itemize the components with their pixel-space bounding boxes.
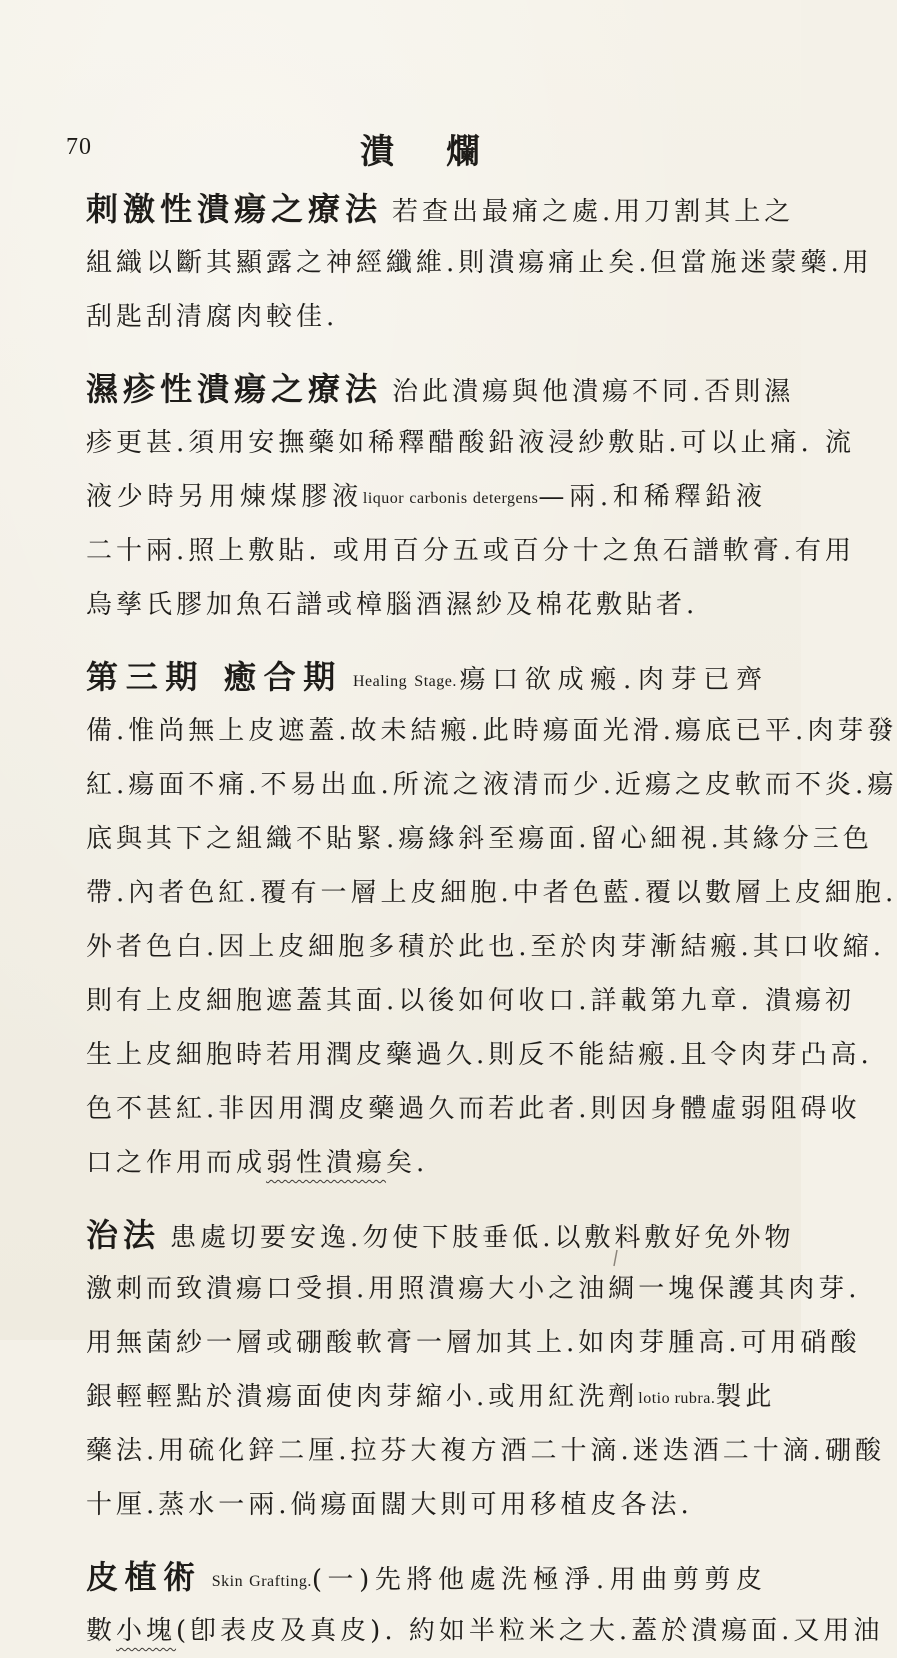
text-line bbox=[86, 704, 897, 758]
latin-term: Skin Grafting. bbox=[211, 1573, 312, 1590]
text-segment: 則有上皮細胞遮蓋其面.以後如何收口.詳載第九章. 潰瘍初 bbox=[86, 986, 856, 1016]
text-segment: —兩.和稀釋鉛液 bbox=[538, 482, 766, 512]
text-segment: 烏孳氏膠加魚石譜或樟腦酒濕紗及棉花敷貼者. bbox=[86, 590, 699, 620]
text-segment: 十厘.蒸水一兩.倘瘍面闊大則可用移植皮各法. bbox=[86, 1490, 693, 1520]
text-line bbox=[86, 1424, 886, 1478]
text-segment: 二十兩.照上敷貼. 或用百分五或百分十之魚石譜軟膏.有用 bbox=[86, 536, 856, 566]
text-line bbox=[86, 1604, 884, 1658]
paragraph-first-line bbox=[86, 1550, 766, 1604]
section-heading: 第三期 癒合期 bbox=[86, 658, 343, 696]
body-text bbox=[86, 182, 897, 1658]
text-segment: 疹更甚.須用安撫藥如稀釋醋酸鉛液浸紗敷貼.可以止痛. 流 bbox=[86, 428, 856, 458]
text-line bbox=[86, 578, 766, 632]
text-segment: 用無菌紗一層或硼酸軟膏一層加其上.如肉芽腫高.可用硝酸 bbox=[86, 1328, 861, 1358]
text-segment: (卽表皮及真皮). 約如半粒米之大.蓋於潰瘍面.又用油 bbox=[176, 1616, 884, 1646]
text-segment: 患處切要安逸.勿使下肢垂低.以敷料敷好免外物 bbox=[170, 1223, 795, 1253]
text-segment: 底與其下之組織不貼緊.瘍緣斜至瘍面.留心細視.其緣分三色 bbox=[86, 824, 873, 854]
text-line bbox=[86, 470, 766, 524]
text-segment: 瘍口欲成瘢.肉芽已齊 bbox=[456, 665, 766, 695]
text-segment: 備.惟尚無上皮遮蓋.故未結瘢.此時瘍面光滑.瘍底已平.肉芽發 bbox=[86, 716, 897, 746]
text-segment: 藥法.用硫化鋅二厘.拉芬大複方酒二十滴.迷迭酒二十滴.硼酸 bbox=[86, 1436, 886, 1466]
text-segment: 外者色白.因上皮細胞多積於此也.至於肉芽漸結瘢.其口收縮. bbox=[86, 932, 886, 962]
emphasized-term: 小塊 bbox=[116, 1616, 177, 1646]
text-line bbox=[86, 290, 766, 344]
text-line bbox=[86, 1028, 873, 1082]
text-line bbox=[86, 416, 856, 470]
text-segment: 銀輕輕點於潰瘍面使肉芽縮小.或用紅洗劑 bbox=[86, 1382, 639, 1412]
text-segment: 生上皮細胞時若用潤皮藥過久.則反不能結瘢.且令肉芽凸高. bbox=[86, 1040, 873, 1070]
text-segment: 刮匙刮清腐肉較佳. bbox=[86, 302, 339, 332]
text-line bbox=[86, 1262, 861, 1316]
emphasized-term: 弱性潰瘍 bbox=[266, 1148, 387, 1178]
text-segment: 製此 bbox=[715, 1382, 776, 1412]
section-heading: 皮植術 bbox=[86, 1558, 202, 1596]
text-line bbox=[86, 758, 897, 812]
paragraph-first-line bbox=[86, 362, 795, 416]
text-segment: 組織以斷其顯露之神經纖維.則潰瘍痛止矣.但當施迷蒙藥.用 bbox=[86, 248, 873, 278]
section-heading: 刺激性潰瘍之療法 bbox=[86, 190, 383, 228]
text-line bbox=[86, 812, 873, 866]
page-number: 70 bbox=[66, 134, 92, 160]
running-title: 潰爛 bbox=[360, 132, 532, 172]
text-line bbox=[86, 1316, 861, 1370]
paragraph-first-line bbox=[86, 182, 795, 236]
text-segment: 色不甚紅.非因用潤皮藥過久而若此者.則因身體虛弱阻碍收 bbox=[86, 1094, 861, 1124]
paragraph-first-line bbox=[86, 650, 766, 704]
text-line bbox=[86, 236, 873, 290]
text-segment: 矣. bbox=[386, 1148, 429, 1178]
page-header bbox=[0, 122, 801, 182]
text-line bbox=[86, 524, 856, 578]
text-line bbox=[86, 1370, 776, 1424]
text-line bbox=[86, 920, 886, 974]
latin-term: liquor carbonis detergens bbox=[362, 490, 539, 507]
text-line bbox=[86, 1082, 861, 1136]
text-segment: 治此潰瘍與他潰瘍不同.否則濕 bbox=[392, 377, 795, 407]
text-line bbox=[86, 974, 856, 1028]
text-segment: (一)先將他處洗極淨.用曲剪剪皮 bbox=[311, 1565, 766, 1595]
text-segment: 若查出最痛之處.用刀割其上之 bbox=[392, 197, 795, 227]
latin-term: Healing Stage. bbox=[352, 673, 457, 690]
text-segment: 數 bbox=[86, 1616, 117, 1646]
text-segment: 液少時另用煉煤膠液 bbox=[86, 482, 363, 512]
section-heading: 濕疹性潰瘍之療法 bbox=[86, 370, 383, 408]
latin-term: lotio rubra. bbox=[638, 1390, 716, 1407]
text-segment: 口之作用而成 bbox=[86, 1148, 267, 1178]
text-segment: 紅.瘍面不痛.不易出血.所流之液清而少.近瘍之皮軟而不炎.瘍 bbox=[86, 770, 897, 800]
text-segment: 帶.內者色紅.覆有一層上皮細胞.中者色藍.覆以數層上皮細胞. bbox=[86, 878, 897, 908]
text-line bbox=[86, 1136, 766, 1190]
text-line bbox=[86, 1478, 766, 1532]
text-segment: 激刺而致潰瘍口受損.用照潰瘍大小之油綢一塊保護其肉芽. bbox=[86, 1274, 861, 1304]
text-line bbox=[86, 866, 897, 920]
section-heading: 治法 bbox=[86, 1216, 161, 1254]
paragraph-first-line bbox=[86, 1208, 795, 1262]
